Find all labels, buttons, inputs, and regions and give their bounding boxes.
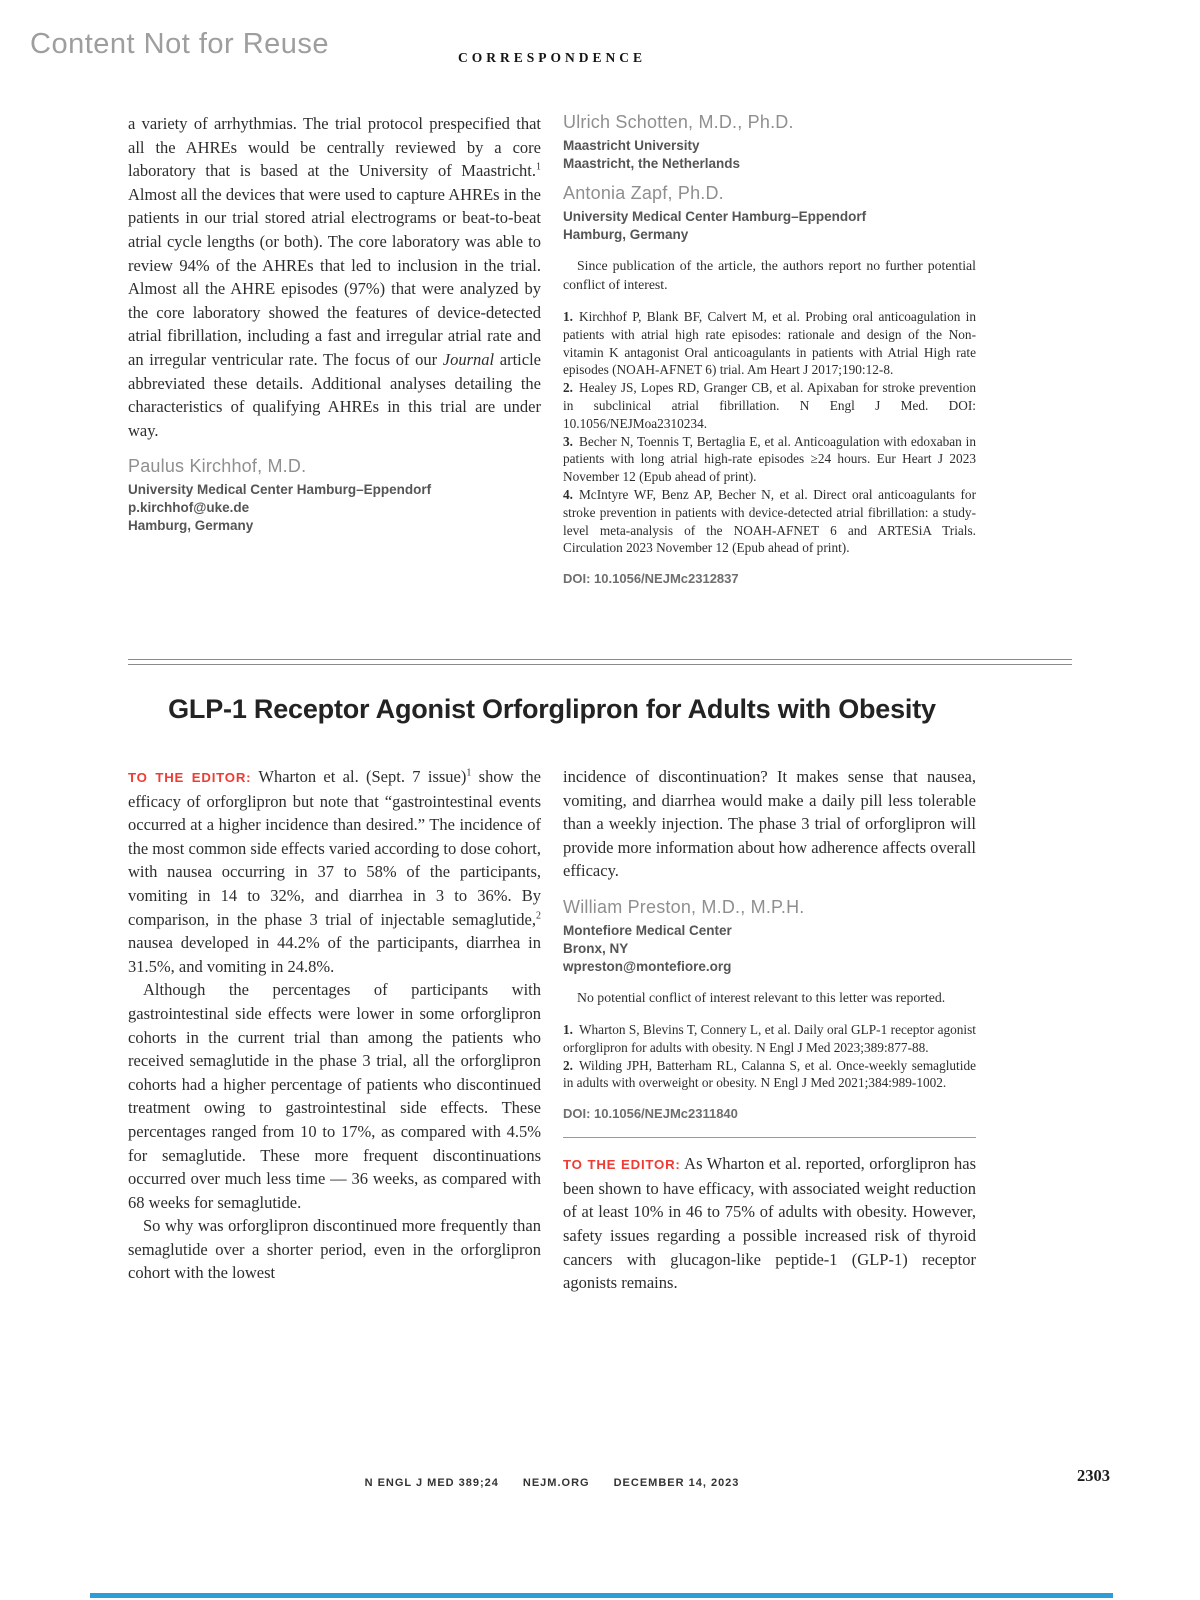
reference-superscript: 1	[466, 767, 472, 779]
journal-italic-text: Journal	[442, 349, 495, 369]
conflict-of-interest-note: No potential conflict of interest relevant to this letter was reported.	[577, 989, 946, 1005]
paragraph-text: show the efficacy of orforglipron but note that “gastrointestinal events occurred at a higher incidence than desired.” The incidence of the most common side effects varied according to dose cohort, with nausea occurring in 37 to 58% of the participants, vomiting in 14 to 32%, and diarrhea in 3 to 36%. By comparison, in the phase 3 trial of injectable semaglutide,	[128, 767, 541, 929]
article2-right-column	[563, 765, 976, 1295]
paragraph-text: Almost all the devices that were used to capture AHREs in the patients in our trial stored atrial electrograms or beat-to-beat atrial cycle lengths (or both). The core laboratory was able to review 94% of the AHREs that led to inclusion in the trial. Almost all the AHRE episodes (97%) that were analyzed by the core laboratory showed the features of device-detected atrial fibrillation, including a fast and irregular atrial rate and an irregular ventricular rate. The focus of our	[128, 184, 541, 369]
author-name-preston: William Preston, M.D., M.P.H.	[563, 896, 805, 917]
letter1-paragraph2: Although the percentages of participants with gastrointestinal side effects were lower in some orforglipron cohorts in the current trial than among the patients who received semaglutide in the phase 3 trial, all the orforglipron cohorts had a higher percentage of patients who discontinued treatment owing to gastrointestinal side effects. These percentages ranged from 10 to 17%, as compared with 4.5% for semaglutide. These more frequent discontinuations occurred over much less time — 36 weeks, as compared with 68 weeks for semaglutide.	[128, 980, 541, 1212]
article2-columns	[128, 765, 976, 1295]
section-divider-double-rule	[128, 659, 1072, 665]
letter1-reference-list	[563, 1021, 976, 1092]
reference-text: Healey JS, Lopes RD, Granger CB, et al. Apixaban for stroke prevention in subclinical atrial fibrillation. N Engl J Med. DOI: 10.1056/NEJMoa2310234.	[563, 380, 976, 431]
reference-item	[563, 1057, 976, 1093]
reference-number: 1.	[563, 309, 573, 324]
author-location: Hamburg, Germany	[128, 518, 254, 534]
reference-item	[563, 486, 976, 557]
paragraph-text: nausea developed in 44.2% of the participants, diarrhea in 31.5%, and vomiting in 24.8%.	[128, 933, 541, 976]
to-the-editor-label: TO THE EDITOR:	[128, 770, 252, 785]
author-affiliation: Montefiore Medical Center	[563, 922, 732, 938]
letter1-paragraph3: So why was orforglipron discontinued more frequently than semaglutide over a shorter period, even in the orforglipron cohort with the lowest	[128, 1216, 541, 1283]
reference-number: 2.	[563, 1057, 573, 1073]
reference-superscript: 1	[536, 161, 541, 173]
footer-date: DECEMBER 14, 2023	[613, 1477, 740, 1489]
paragraph-text: Wharton et al. (Sept. 7 issue)	[251, 767, 467, 786]
bottom-blue-bar	[90, 1593, 1113, 1598]
reference-text: Wilding JPH, Batterham RL, Calanna S, et al. Once-weekly semaglutide in adults with overweight or obesity. N Engl J Med 2021;384:989-1002.	[563, 1057, 976, 1091]
author-name-kirchhof: Paulus Kirchhof, M.D.	[128, 456, 307, 477]
author-email: p.kirchhof@uke.de	[128, 500, 250, 516]
paragraph-text: article abbreviated these details. Additional analyses detailing the characteristics of qualifying AHREs in this trial are under way.	[128, 349, 541, 440]
reference-number: 2.	[563, 380, 573, 396]
author-affiliation: Maastricht University	[563, 138, 700, 153]
correspondence-section-header: CORRESPONDENCE	[457, 50, 646, 65]
letter1-paragraph4: incidence of discontinuation? It makes sense that nausea, vomiting, and diarrhea would make a daily pill less tolerable than a weekly injection. The phase 3 trial of orforglipron will provide more information about how adherence affects overall efficacy.	[563, 767, 976, 881]
article1-reference-list	[563, 308, 976, 557]
reference-text: Becher N, Toennis T, Bertaglia E, et al. Anticoagulation with edoxaban in patients with long atrial high-rate episodes ≥24 hours. Eur Heart J 2023 November 12 (Epub ahead of print).	[563, 433, 976, 485]
reference-text: Wharton S, Blevins T, Connery L, et al. Daily oral GLP-1 receptor agonist orforglipron for adults with obesity. N Engl J Med 2023;389:877-88.	[563, 1021, 976, 1055]
author-affiliation: University Medical Center Hamburg–Eppendorf	[128, 482, 432, 498]
reference-superscript: 2	[536, 910, 541, 922]
reference-item	[563, 308, 976, 379]
paragraph-text: As Wharton et al. reported, orforglipron has been shown to have efficacy, with associated weight reduction of at least 10% in 46 to 75% of adults with obesity. However, safety issues regarding a possible increased risk of thyroid cancers with glucagon-like peptide-1 (GLP-1) receptor agonists remains.	[563, 1154, 977, 1293]
author-location: Bronx, NY	[563, 940, 629, 956]
reference-text: Kirchhof P, Blank BF, Calvert M, et al. Probing oral anticoagulation in patients with atrial high rate episodes: rationale and design of the Non-vitamin K antagonist Oral anticoagulants in patients with Atrial High rate episodes (NOAH-AFNET 6) trial. Am Heart J 2017;190:12-8.	[563, 309, 976, 378]
letter2-paragraph1	[563, 1152, 976, 1295]
paragraph-text: a variety of arrhythmias. The trial protocol prespecified that all the AHREs would be centrally reviewed by a core laboratory that is based at the University of Maastricht.	[128, 114, 541, 181]
content-not-for-reuse-watermark: Content Not for Reuse	[30, 28, 330, 60]
article2-title: GLP-1 Receptor Agonist Orforglipron for Adults with Obesity	[168, 694, 936, 724]
reference-item	[563, 379, 976, 432]
to-the-editor-label: TO THE EDITOR:	[563, 1157, 681, 1173]
letter1-paragraph1	[128, 765, 541, 978]
reference-number: 4.	[563, 486, 573, 502]
author-location: Maastricht, the Netherlands	[563, 156, 741, 171]
footer-journal-volume: N ENGL J MED 389;24	[364, 1477, 499, 1489]
author-name-schotten: Ulrich Schotten, M.D., Ph.D.	[563, 112, 794, 132]
reference-item	[563, 1021, 976, 1057]
reference-text: McIntyre WF, Benz AP, Becher N, et al. Direct oral anticoagulants for stroke prevention in patients with device-detected atrial fibrillation: a study-level meta-analysis of the NOAH-AFNET 6 and ARTESiA Trials. Circulation 2023 November 12 (Epub ahead of print).	[563, 486, 976, 556]
footer-journal-line	[128, 1477, 976, 1489]
reference-number: 1.	[563, 1021, 573, 1037]
author-affiliation: University Medical Center Hamburg–Eppendorf	[563, 209, 867, 224]
author-email: wpreston@montefiore.org	[563, 958, 732, 974]
reference-number: 3.	[563, 433, 573, 449]
article1-doi: DOI: 10.1056/NEJMc2312837	[563, 571, 739, 587]
article1-left-column	[128, 112, 541, 586]
author-location: Hamburg, Germany	[563, 227, 689, 242]
page-number: 2303	[1077, 1466, 1110, 1485]
letter1-doi: DOI: 10.1056/NEJMc2311840	[563, 1106, 738, 1122]
conflict-of-interest-note: Since publication of the article, the authors report no further potential conflict of interest.	[563, 258, 976, 292]
author-name-zapf: Antonia Zapf, Ph.D.	[563, 183, 724, 203]
footer-site: NEJM.ORG	[522, 1477, 590, 1489]
letter-separator-rule	[563, 1137, 976, 1138]
article2-left-column	[128, 765, 541, 1295]
article1-right-column	[563, 112, 976, 586]
reference-item	[563, 433, 976, 486]
article1-paragraph	[128, 112, 541, 442]
article1-columns	[128, 112, 976, 586]
